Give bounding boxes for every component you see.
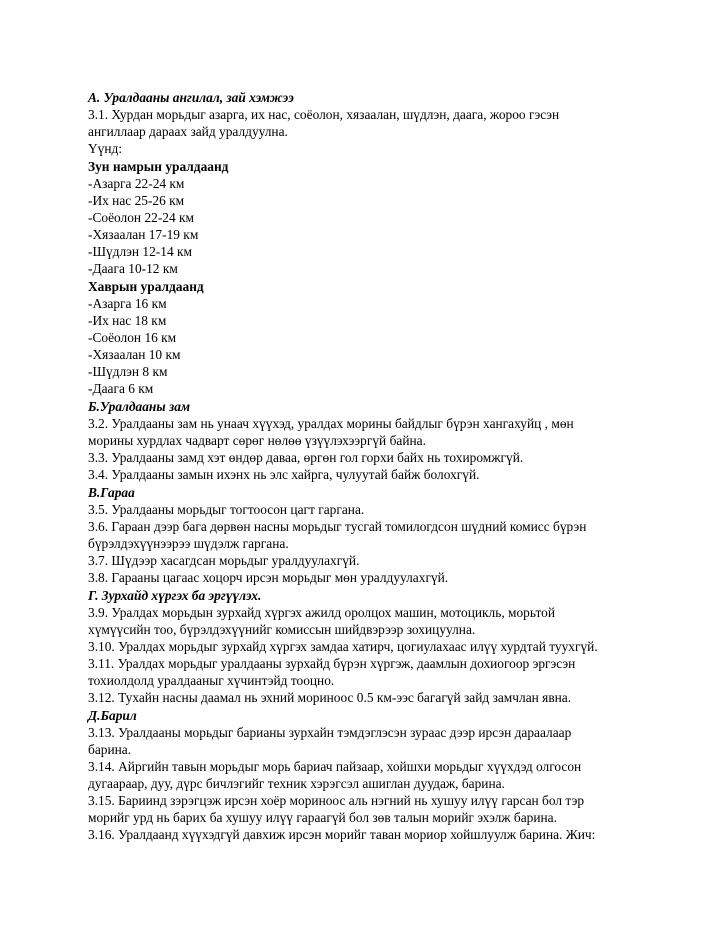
document-section bbox=[88, 484, 708, 586]
text-line: тохиолдолд уралдааныг хүчинтэйд тооцно. bbox=[88, 673, 335, 688]
text-line: -Хязаалан 10 км bbox=[88, 347, 181, 362]
text-line: 3.11. Уралдах морьдыг уралдааны зурхайд бүрэн хүргэж, даамлын дохиогоор эргэсэн bbox=[88, 656, 576, 671]
text-line: 3.8. Гарааны цагаас хоцорч ирсэн морьдыг мөн уралдуулахгүй. bbox=[88, 570, 449, 585]
text-line: -Азарга 22-24 км bbox=[88, 176, 185, 191]
text-line: 3.1. Хурдан морьдыг азарга, их нас, соёолон, хязаалан, шүдлэн, даага, жороо гэсэн bbox=[88, 107, 560, 122]
document-section bbox=[88, 278, 708, 397]
text-line: хүмүүсийн тоо, бүрэлдэхүүнийг комиссын шийдвэрээр зохицуулна. bbox=[88, 622, 476, 637]
text-line: 3.7. Шүдээр хасагдсан морьдыг уралдуулахгүй. bbox=[88, 553, 360, 568]
section-heading: Д.Барил bbox=[88, 708, 137, 723]
section-heading: Зун намрын уралдаанд bbox=[88, 159, 229, 174]
text-line: 3.15. Бариинд зэрэгцэж ирсэн хоёр мориноос аль нэгний нь хушуу илүү гарсан бол тэр bbox=[88, 793, 585, 808]
text-line: 3.3. Уралдааны замд хэт өндөр даваа, өргөн гол горхи байх нь тохиромжгүй. bbox=[88, 450, 524, 465]
text-line: -Азарга 16 км bbox=[88, 296, 167, 311]
section-heading: Б.Уралдааны зам bbox=[88, 399, 191, 414]
text-line: 3.13. Уралдааны морьдыг барианы зурхайн тэмдэглэсэн зураас дээр ирсэн дараалаар bbox=[88, 725, 572, 740]
text-line: -Даага 10-12 км bbox=[88, 261, 178, 276]
text-line: -Даага 6 км bbox=[88, 381, 154, 396]
text-line: барина. bbox=[88, 742, 132, 757]
text-line: -Их нас 25-26 км bbox=[88, 193, 185, 208]
text-line: дугаараар, дуу, дүрс бичлэгийг техник хэрэгсэл ашиглан дуудаж, барина. bbox=[88, 776, 505, 791]
text-line: -Соёолон 22-24 км bbox=[88, 210, 195, 225]
text-line: 3.16. Уралдаанд хүүхэдгүй давхиж ирсэн морийг таван мориор хойшлуулж барина. Жич: bbox=[88, 827, 596, 842]
section-heading: А. Уралдааны ангилал, зай хэмжээ bbox=[88, 90, 294, 105]
section-heading: Г. Зурхайд хүргэх ба эргүүлэх. bbox=[88, 588, 262, 603]
document-page bbox=[88, 89, 708, 843]
text-line: 3.5. Уралдааны морьдыг тогтоосон цагт гаргана. bbox=[88, 502, 365, 517]
document-section bbox=[88, 158, 708, 277]
text-line: -Шүдлэн 12-14 км bbox=[88, 244, 192, 259]
text-line: 3.14. Айргийн тавын морьдыг морь бариач пайзаар, хойшхи морьдыг хүүхдэд олгосон bbox=[88, 759, 582, 774]
text-line: бүрэлдэхүүнээрээ шүдэлж гаргана. bbox=[88, 536, 289, 551]
text-line: морийг урд нь барих ба хушуу илүү гараагүй бол зөв талын морийг эхэлж барина. bbox=[88, 810, 557, 825]
text-line: ангиллаар дараах зайд уралдуулна. bbox=[88, 124, 288, 139]
text-line: 3.2. Уралдааны зам нь унаач хүүхэд, уралдах морины байдлыг бүрэн хангахуйц , мөн bbox=[88, 416, 574, 431]
text-line: морины хурдлах чадварт сөрөг нөлөө үзүүлэхээргүй байна. bbox=[88, 433, 426, 448]
text-line: 3.12. Тухайн насны даамал нь эхний мориноос 0.5 км-ээс багагүй зайд замчлан явна. bbox=[88, 690, 572, 705]
text-line: 3.4. Уралдааны замын ихэнх нь элс хайрга, чулуутай байж болохгүй. bbox=[88, 467, 480, 482]
text-line: -Их нас 18 км bbox=[88, 313, 167, 328]
text-line: Үүнд: bbox=[88, 141, 123, 156]
document-section bbox=[88, 89, 708, 157]
text-line: 3.10. Уралдах морьдыг зурхайд хүргэх замдаа хатирч, цогиулахаас илүү хурдтай туухгүй. bbox=[88, 639, 598, 654]
document-section bbox=[88, 707, 708, 843]
section-heading: В.Гараа bbox=[88, 485, 135, 500]
text-line: 3.6. Гараан дээр бага дөрвөн насны морьдыг тусгай томилогдсон шүдний комисс бүрэн bbox=[88, 519, 587, 534]
text-line: 3.9. Уралдах морьдын зурхайд хүргэх ажилд оролцох машин, мотоцикль, морьтой bbox=[88, 605, 556, 620]
text-line: -Шүдлэн 8 км bbox=[88, 364, 168, 379]
document-section bbox=[88, 587, 708, 706]
text-line: -Хязаалан 17-19 км bbox=[88, 227, 199, 242]
text-line: -Соёолон 16 км bbox=[88, 330, 177, 345]
section-heading: Хаврын уралдаанд bbox=[88, 279, 204, 294]
document-section bbox=[88, 398, 708, 483]
